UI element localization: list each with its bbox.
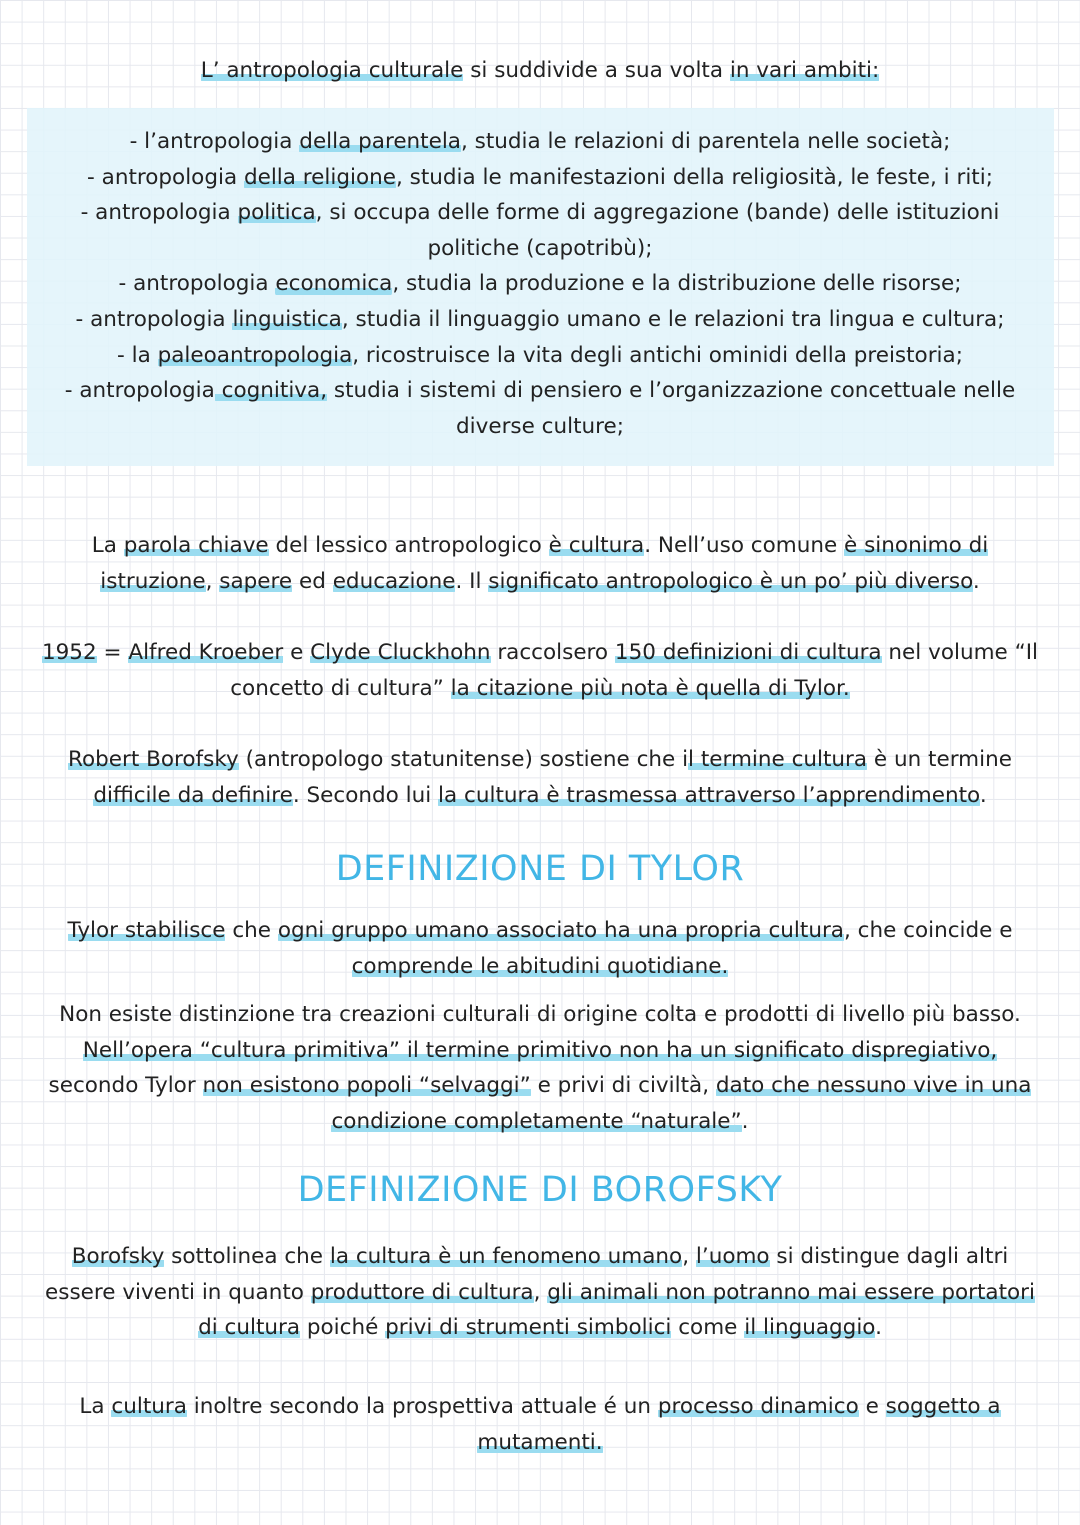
text-segment: , <box>682 1244 696 1269</box>
text-segment: - antropologia <box>118 271 276 297</box>
highlighted-text: cultura <box>111 1394 187 1419</box>
text-segment: , <box>533 1279 548 1305</box>
tylor-heading: DEFINIZIONE DI TYLOR <box>335 849 745 889</box>
list-item-continuation: politiche (capotribù); <box>427 235 653 261</box>
highlighted-text: dato che nessuno vive in una <box>715 1073 1032 1099</box>
highlighted-text: significato antropologico è un po’ più diverso <box>488 568 973 594</box>
list-item <box>0 266 1080 302</box>
text-segment: . <box>979 782 987 808</box>
highlight: L’ antropologia culturale <box>200 58 464 83</box>
final-paragraph <box>0 1389 1080 1460</box>
list-item <box>0 302 1080 338</box>
text-segment: . <box>741 1108 749 1134</box>
highlighted-text: istruzione <box>100 568 206 594</box>
highlighted-text: Nell’opera “cultura primitiva” il termine primitivo non ha un significato dispregiativo, <box>82 1037 998 1063</box>
highlighted-text: Robert Borofsky <box>68 747 239 772</box>
text-segment: essere viventi in quanto <box>45 1279 311 1305</box>
highlighted-text: difficile da definire <box>93 782 293 808</box>
highlighted-text: sapere <box>219 568 293 594</box>
highlighted-text: 150 definizioni di cultura <box>614 640 882 665</box>
highlighted-text: il linguaggio <box>744 1315 876 1341</box>
text-segment: , studia le manifestazioni della religiosità, le feste, i riti; <box>395 164 993 190</box>
highlighted-text: non esistono popoli “selvaggi” <box>202 1073 531 1099</box>
text-segment: raccolsero <box>490 640 615 665</box>
text-segment: e <box>283 640 311 665</box>
highlighted-text: della religione <box>243 164 396 190</box>
highlighted-text: Borofsky <box>71 1244 165 1269</box>
text-segment: sottolinea che <box>164 1244 330 1269</box>
text: si suddivide a sua volta <box>463 58 730 83</box>
kroeber-paragraph <box>0 635 1080 706</box>
text-segment: - antropologia <box>80 200 238 226</box>
intro-paragraph <box>0 53 1080 89</box>
highlighted-text: della parentela <box>299 129 461 154</box>
text-segment: - antropologia <box>64 378 215 404</box>
highlighted-text: privi di strumenti simbolici <box>385 1315 672 1341</box>
parola-chiave-paragraph <box>0 528 1080 599</box>
text-segment: che <box>225 918 278 943</box>
highlighted-text: cognitiva, <box>214 378 328 404</box>
text-segment: concetto di cultura” <box>230 675 451 701</box>
highlighted-text: soggetto a <box>885 1394 1001 1419</box>
highlighted-text: la citazione più nota è quella di Tylor. <box>450 675 850 701</box>
highlighted-text: di cultura <box>198 1315 301 1341</box>
highlighted-text: Clyde Cluckhohn <box>310 640 491 665</box>
text-segment: e privi di civiltà, <box>530 1073 716 1099</box>
text-segment: (antropologo statunitense) sostiene che i <box>238 747 689 772</box>
text-segment: , studia la produzione e la distribuzione delle risorse; <box>392 271 962 297</box>
text-segment: - antropologia <box>75 306 233 332</box>
list-item <box>0 124 1080 160</box>
text-segment: - l’antropologia <box>129 129 300 154</box>
list-item <box>0 338 1080 374</box>
highlighted-text: Alfred Kroeber <box>128 640 284 665</box>
highlighted-text: linguistica <box>232 306 342 332</box>
ambiti-list <box>0 124 1080 444</box>
highlighted-text: è cultura <box>548 533 645 558</box>
highlighted-text: economica <box>275 271 393 297</box>
highlighted-text: l termine cultura <box>688 747 868 772</box>
highlighted-text: parola chiave <box>123 533 269 558</box>
text-segment: = <box>96 640 129 665</box>
highlighted-text: gli animali non potranno mai essere portatori <box>547 1279 1035 1305</box>
text-segment: studia i sistemi di pensiero e l’organizzazione concettuale nelle <box>327 378 1016 404</box>
text-segment: La <box>79 1394 112 1419</box>
text-segment: poiché <box>300 1315 386 1341</box>
text-segment: . Nell’uso comune <box>644 533 845 558</box>
text-segment: - antropologia <box>87 164 244 190</box>
highlighted-text: educazione <box>332 568 456 594</box>
highlighted-text: politica <box>237 200 316 226</box>
highlighted-text: è sinonimo di <box>844 533 989 558</box>
list-item <box>0 160 1080 196</box>
list-item-continuation: diverse culture; <box>456 413 624 439</box>
text-segment: e <box>858 1394 886 1419</box>
highlighted-text: ogni gruppo umano associato ha una propria cultura <box>277 918 844 943</box>
text-segment: La <box>91 533 124 558</box>
text-segment: . Il <box>455 568 489 594</box>
highlighted-text: la cultura è trasmessa attraverso l’apprendimento <box>438 782 980 808</box>
highlighted-text: comprende le abitudini quotidiane. <box>351 953 729 979</box>
highlighted-text: 1952 <box>41 640 97 665</box>
text-segment: . <box>875 1315 882 1341</box>
borofsky-intro-paragraph <box>0 742 1080 813</box>
list-item <box>0 373 1080 409</box>
text-segment: , <box>205 568 220 594</box>
text-segment: è un termine <box>867 747 1012 772</box>
text-segment: del lessico antropologico <box>268 533 549 558</box>
list-item <box>0 195 1080 231</box>
text-segment: . Secondo lui <box>292 782 439 808</box>
highlighted-text: condizione completamente “naturale” <box>331 1108 742 1134</box>
highlighted-text: produttore di cultura <box>310 1279 534 1305</box>
text-segment: come <box>671 1315 745 1341</box>
tylor-paragraph-2 <box>0 997 1080 1139</box>
borofsky-heading: DEFINIZIONE DI BOROFSKY <box>297 1170 783 1210</box>
text-segment: ed <box>292 568 333 594</box>
tylor-paragraph-1 <box>0 913 1080 984</box>
text-segment: inoltre secondo la prospettiva attuale é un <box>186 1394 658 1419</box>
highlight: in vari ambiti: <box>729 58 880 83</box>
highlighted-text: la cultura è un fenomeno umano <box>329 1244 683 1269</box>
text-segment: . <box>972 568 980 594</box>
text-segment: , studia le relazioni di parentela nelle società; <box>460 129 951 154</box>
text-segment: nel volume “Il <box>881 640 1039 665</box>
highlighted-text: mutamenti. <box>477 1429 603 1455</box>
text-segment: , che coincide e <box>843 918 1013 943</box>
text-segment: si distingue dagli altri <box>769 1244 1009 1269</box>
highlighted-text: processo dinamico <box>657 1394 859 1419</box>
highlighted-text: paleoantropologia <box>157 342 353 368</box>
text-segment: , studia il linguaggio umano e le relazioni tra lingua e cultura; <box>341 306 1005 332</box>
borofsky-paragraph <box>0 1239 1080 1346</box>
text-segment: Non esiste distinzione tra creazioni culturali di origine colta e prodotti di livello più basso. <box>59 1002 1021 1027</box>
text-segment: secondo Tylor <box>48 1073 203 1099</box>
highlighted-text: Tylor stabilisce <box>67 918 226 943</box>
text-segment: - la <box>117 342 158 368</box>
highlighted-text: l’uomo <box>695 1244 770 1269</box>
text-segment: , ricostruisce la vita degli antichi ominidi della preistoria; <box>352 342 963 368</box>
text-segment: , si occupa delle forme di aggregazione (bande) delle istituzioni <box>315 200 1000 226</box>
